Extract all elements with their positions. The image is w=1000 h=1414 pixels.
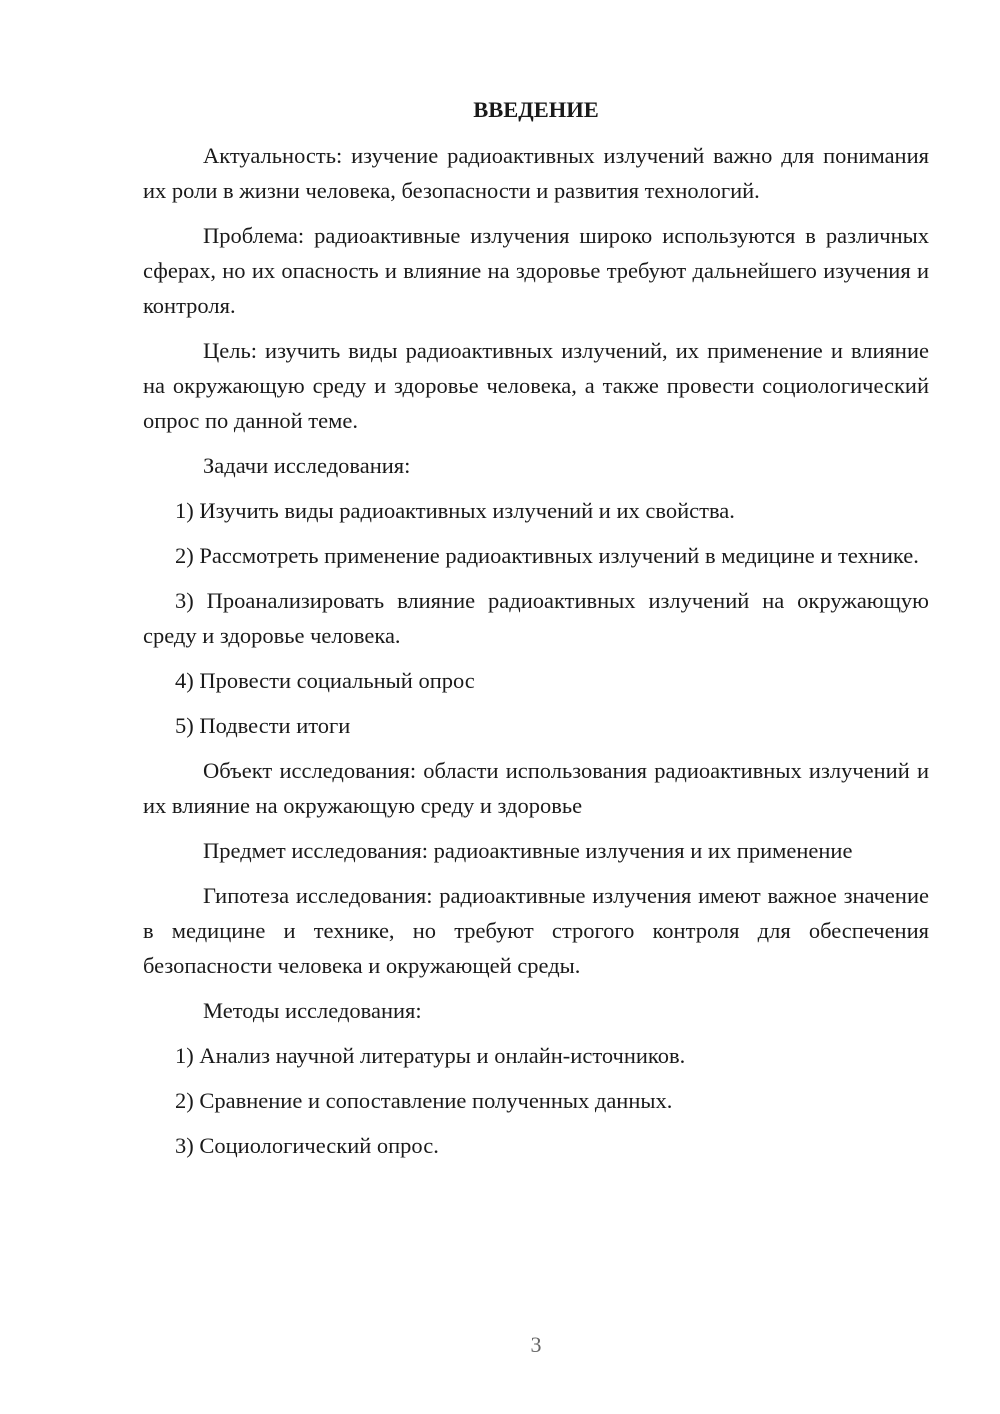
page-title: ВВЕДЕНИЕ: [473, 97, 599, 122]
task-item: 4) Провести социальный опрос: [175, 668, 475, 693]
hypothesis-paragraph: Гипотеза исследования: радиоактивные излучения имеют важное значение в медицине и технике, но требуют строгого контроля для обеспечения безопасности человека и окружающей среды.: [143, 883, 929, 978]
task-item: 1) Изучить виды радиоактивных излучений и их свойства.: [175, 498, 735, 523]
method-item: 1) Анализ научной литературы и онлайн-источников.: [175, 1043, 686, 1068]
task-item: 3) Проанализировать влияние радиоактивных излучений на окружающую среду и здоровье человека.: [143, 588, 929, 648]
problem-paragraph: Проблема: радиоактивные излучения широко используются в различных сферах, но их опасность и влияние на здоровье требуют дальнейшего изучения и контроля.: [143, 223, 929, 318]
object-paragraph: Объект исследования: области использования радиоактивных излучений и их влияние на окружающую среду и здоровье: [143, 758, 929, 818]
goal-paragraph: Цель: изучить виды радиоактивных излучений, их применение и влияние на окружающую среду и здоровье человека, а также провести социологический опрос по данной теме.: [143, 338, 929, 433]
task-item: 2) Рассмотреть применение радиоактивных излучений в медицине и технике.: [175, 543, 919, 568]
tasks-heading: Задачи исследования:: [203, 453, 411, 478]
page-number: 3: [530, 1332, 542, 1357]
subject-paragraph: Предмет исследования: радиоактивные излучения и их применение: [203, 838, 853, 863]
method-item: 3) Социологический опрос.: [175, 1133, 439, 1158]
relevance-paragraph: Актуальность: изучение радиоактивных излучений важно для понимания их роли в жизни человека, безопасности и развития технологий.: [143, 143, 929, 203]
page-content: [143, 92, 929, 1173]
task-item: 5) Подвести итоги: [175, 713, 351, 738]
methods-heading: Методы исследования:: [203, 998, 422, 1023]
method-item: 2) Сравнение и сопоставление полученных данных.: [175, 1088, 673, 1113]
